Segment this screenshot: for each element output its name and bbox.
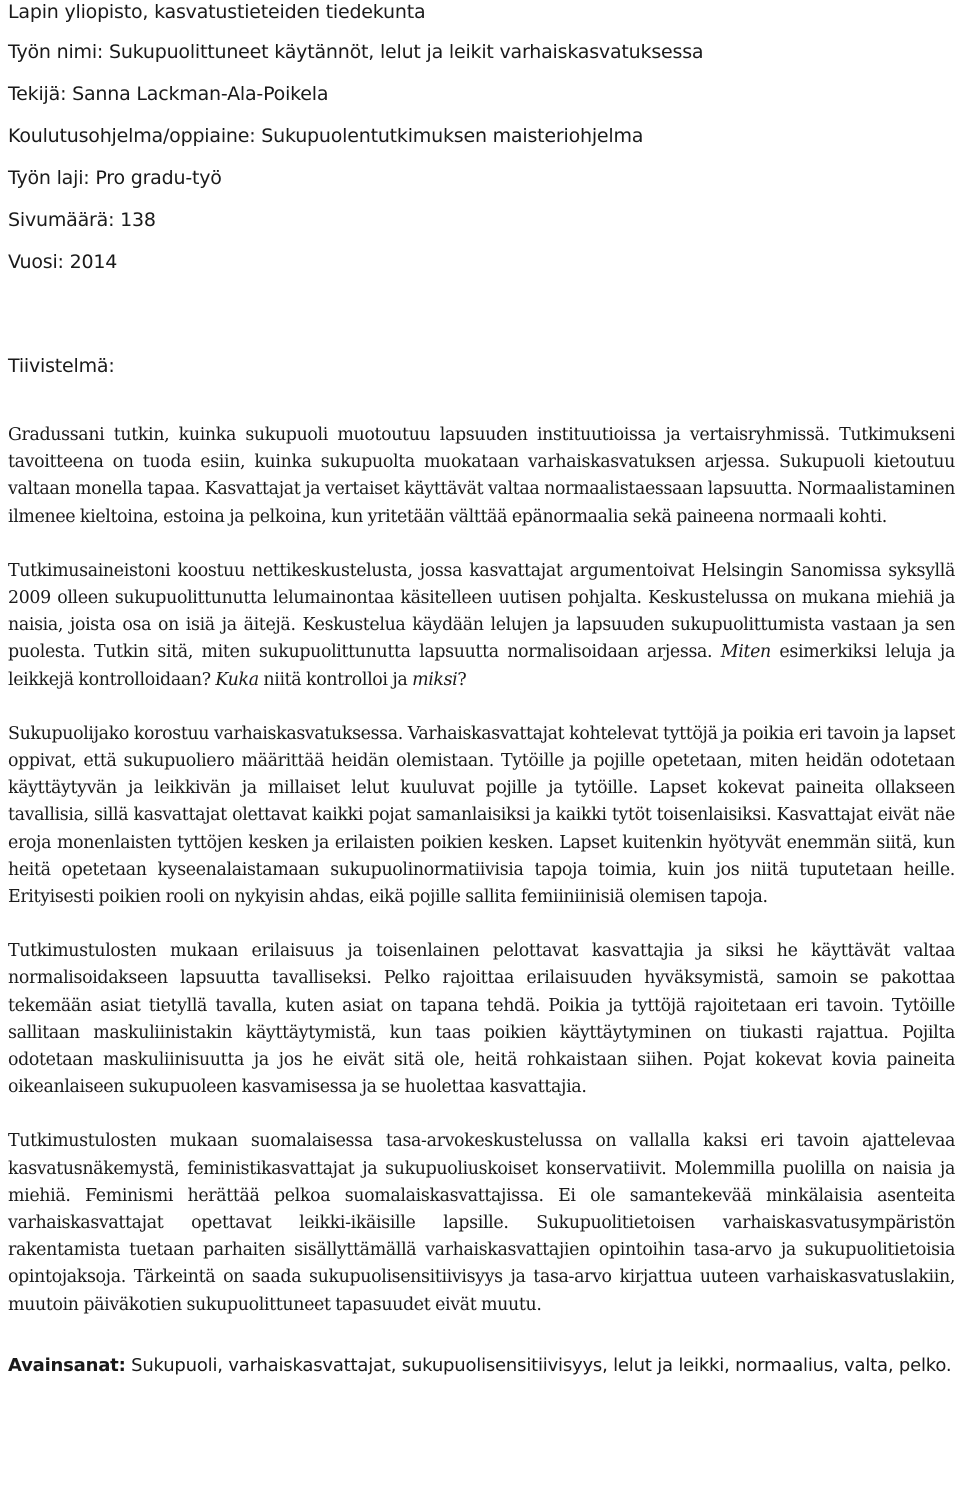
year: 2014	[69, 251, 118, 273]
work-type-label: Työn laji:	[8, 167, 90, 189]
keywords-label: Avainsanat:	[8, 1354, 126, 1376]
pages-line	[8, 208, 955, 250]
abstract-paragraph-4: Tutkimustulosten mukaan erilaisuus ja toisenlainen pelottavat kasvattajia ja siksi he käyttävät valtaa normalisoidakseen lapsuutta tavalliseksi. Pelko rajoittaa erilaisuuden hyväksymistä, samoin se pakottaa tekemään asiat tietyllä tavalla, kuten asiat on tapana tehdä. Poikia ja tyttöjä rajoitetaan eri tavoin. Tytöille sallitaan maskuliinistakin käyttäytymistä, kun taas poikien käyttäytyminen on tiukasti rajattua. Pojilta odotetaan maskuliinisuutta ja jos he eivät sitä ole, heitä rohkaistaan siihen. Pojat kokevat kovia paineita oikeanlaiseen sukupuoleen kasvamisessa ja se huolettaa kasvattajia.	[8, 941, 955, 1098]
abstract-paragraph-5: Tutkimustulosten mukaan suomalaisessa tasa-arvokeskustelussa on vallalla kaksi eri tavoin ajattelevaa kasvatusnäkemystä, feministikasvattajat ja sukupuoliuskoiset konservatiivit. Molemmilla puolilla on naisia ja miehiä. Feminismi herättää pelkoa suomalaiskasvattajissa. Ei ole samantekevää minkälaisia asenteita varhaiskasvattajat opettavat leikki-ikäisille lapsille. Sukupuolitietoisen varhaiskasvatusympäristön rakentamista tuetaan parhaiten sisällyttämällä varhaiskasvattajien opintoihin tasa-arvo ja sukupuolitietoisia opintojaksoja. Tärkeintä on saada sukupuolisensitiivisyys ja tasa-arvo kirjattua uuteen varhaiskasvatuslakiin, muutoin päiväkotien sukupuolittuneet tapasuudet eivät muutu.	[8, 1131, 955, 1315]
work-title-line	[8, 40, 955, 82]
year-line	[8, 250, 955, 292]
author-label: Tekijä:	[8, 83, 67, 105]
work-title-label: Työn nimi:	[8, 41, 104, 63]
question-miten: Miten	[720, 642, 771, 663]
question-2-rest: niitä kontrolloi ja	[258, 669, 413, 690]
university: Lapin yliopisto, kasvatustieteiden tiedekunta	[8, 1, 426, 23]
author: Sanna Lackman-Ala-Poikela	[72, 83, 329, 105]
question-kuka: Kuka	[215, 669, 259, 690]
author-line	[8, 82, 955, 124]
keywords-text: Sukupuoli, varhaiskasvattajat, sukupuolisensitiivisyys, lelut ja leikki, normaalius, valta, pelko.	[125, 1354, 952, 1376]
university-line	[8, 0, 955, 40]
question-miksi: miksi	[412, 669, 458, 690]
pages-label: Sivumäärä:	[8, 209, 115, 231]
pages-count: 138	[120, 209, 156, 231]
program-label: Koulutusohjelma/oppiaine:	[8, 125, 256, 147]
program: Sukupuolentutkimuksen maisteriohjelma	[261, 125, 644, 147]
abstract-paragraph-2	[8, 558, 955, 694]
question-end: ?	[457, 669, 467, 690]
abstract-paragraph-3: Sukupuolijako korostuu varhaiskasvatuksessa. Varhaiskasvattajat kohtelevat tyttöjä ja poikia eri tavoin ja lapset oppivat, että sukupuoliero määrittää heidän olemistaan. Tytöille ja pojille opetetaan, miten heidän odotetaan käyttäytyvän ja leikkivän ja millaiset lelut kuuluvat pojille ja tytöille. Lapset kokevat paineita ollakseen tavallisia, sillä kasvattajat olettavat kaikki pojat samanlaisiksi ja kaikki tytöt toisenlaisiksi. Kasvattajat eivät näe eroja monenlaisten tyttöjen kesken ja erilaisten poikien kesken. Lapset kuitenkin hyötyvät enemmän siitä, kun heitä opetetaan kyseenalaistamaan sukupuolinormatiivisia tapoja toimia, kuin jos niitä tuputetaan heille. Erityisesti poikien rooli on nykyisin ahdas, eikä pojille sallita femiiniinisiä olemisen tapoja.	[8, 723, 955, 908]
work-title: Sukupuolittuneet käytännöt, lelut ja leikit varhaiskasvatuksessa	[108, 41, 704, 63]
abstract-paragraph-1: Gradussani tutkin, kuinka sukupuoli muotoutuu lapsuuden instituutioissa ja vertaisryhmissä. Tutkimukseni tavoitteena on tuoda esiin, kuinka sukupuolta muokataan varhaiskasvatuksen arjessa. Sukupuoli kietoutuu valtaan monella tapaa. Kasvattajat ja vertaiset käyttävät valtaa normaalistaessaan lapsuutta. Normaalistaminen ilmenee kieltoina, estoina ja pelkoina, kun yritetään välttää epänormaalia sekä paineena normaali kohti.	[8, 425, 955, 527]
question-1-rest: esimerkiksi leluja ja leikkejä kontrolloidaan?	[8, 642, 955, 690]
paragraph-2-text: Tutkimusaineistoni koostuu nettikeskustelusta, jossa kasvattajat argumentoivat Helsingin Sanomissa syksyllä 2009 olleen sukupuolittunutta lelumainontaa käsitelleen uutisen pohjalta. Keskustelussa on mukana miehiä ja naisia, joista osa on isiä ja äitejä. Keskustelua käydään lelujen ja lapsuuden sukupuolittumista vastaan ja sen puolesta. Tutkin sitä, miten sukupuolittunutta lapsuutta normalisoidaan arjessa.	[8, 560, 955, 663]
work-type: Pro gradu-työ	[95, 167, 222, 189]
work-type-line	[8, 166, 955, 208]
year-label: Vuosi:	[8, 251, 64, 273]
program-line	[8, 124, 955, 166]
document-page	[8, 0, 955, 1386]
header-spacer	[8, 292, 955, 354]
abstract-heading: Tiivistelmä:	[8, 355, 115, 377]
keywords	[8, 1346, 955, 1386]
